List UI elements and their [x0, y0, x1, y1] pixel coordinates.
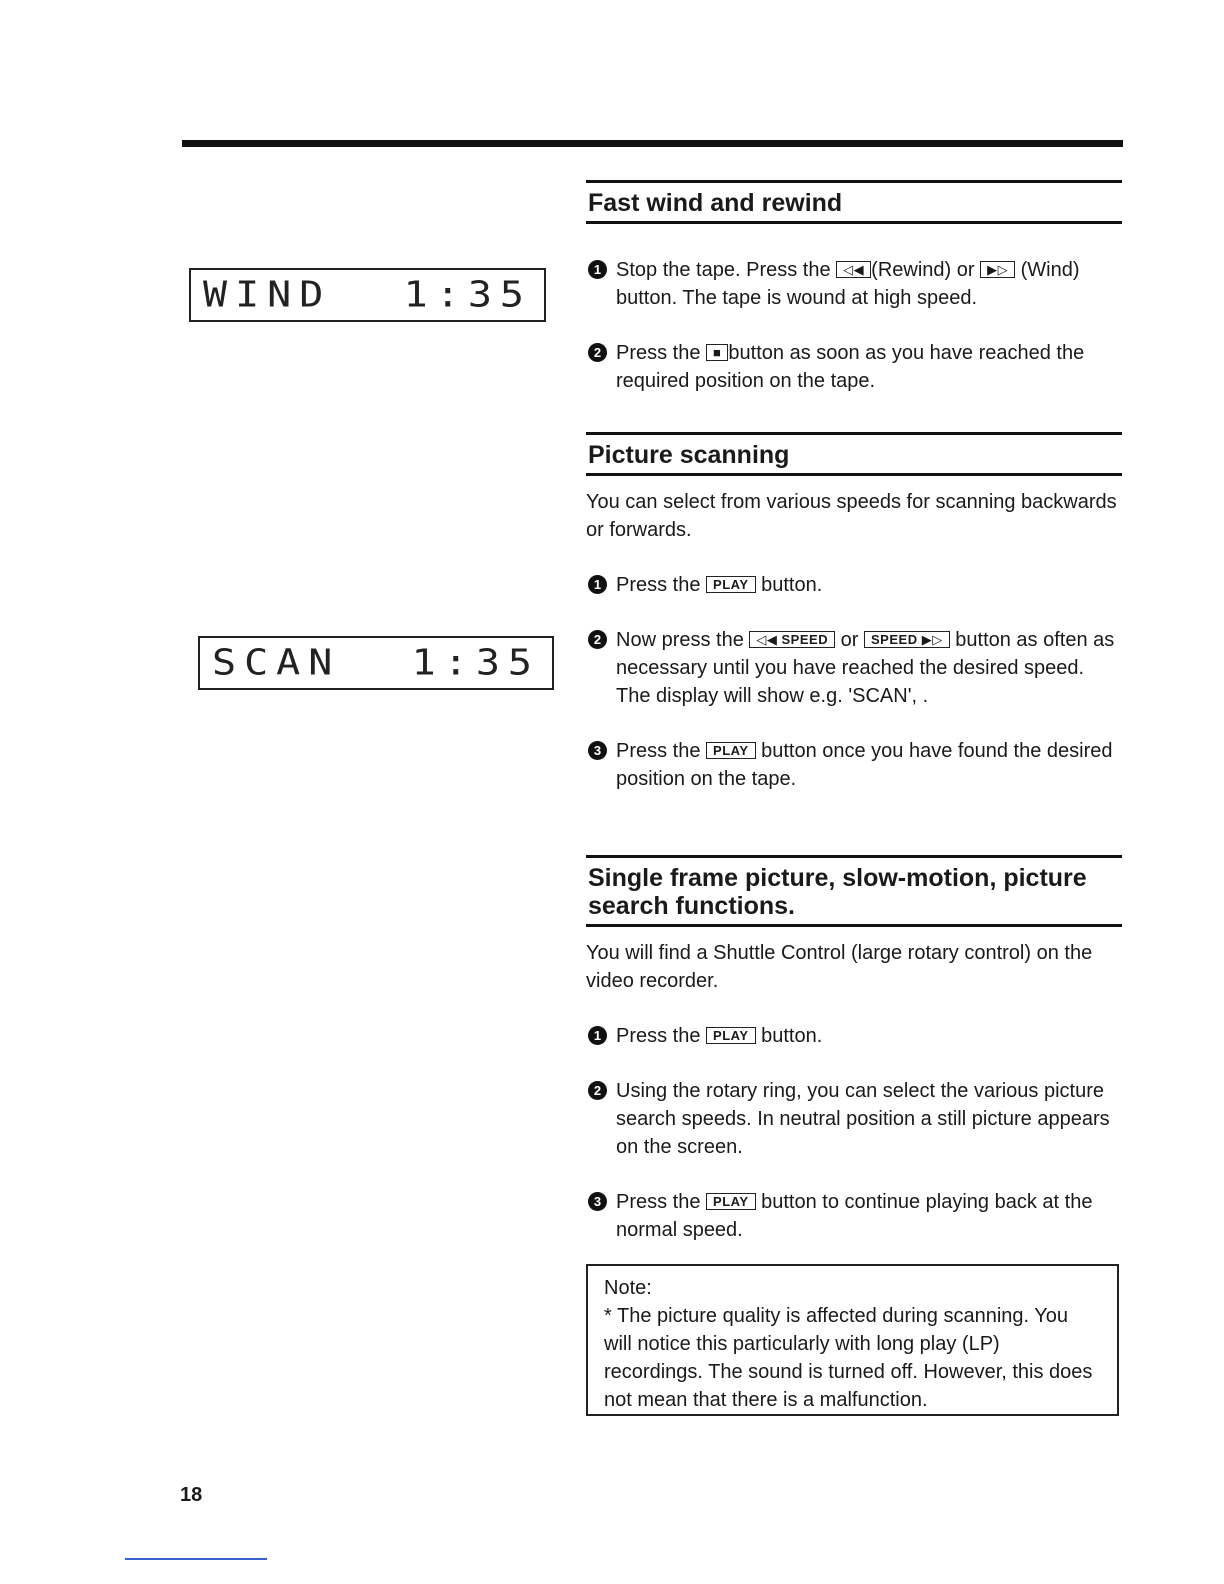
play-key: PLAY [706, 742, 755, 759]
speed-forward-key: SPEED ▶▷ [864, 631, 950, 648]
bottom-underline [125, 1558, 267, 1560]
step-text: (Wind) button. The tape is wound at high speed. [616, 259, 1080, 309]
step-number: 2 [588, 1081, 607, 1100]
step [586, 339, 1122, 395]
note-text: * The picture quality is affected during scanning. You will notice this particularly with long play (LP) recordings. The sound is turned off. However, this does not mean that there is a malfunction. [604, 1305, 1093, 1411]
step-text: Press the [616, 740, 701, 762]
display-wind [189, 268, 546, 322]
wind-key: ▶▷ [980, 261, 1015, 278]
step-number: 3 [588, 1192, 607, 1211]
step-text: Now press the [616, 629, 744, 651]
play-key: PLAY [706, 576, 755, 593]
step [586, 1022, 1122, 1050]
rewind-key: ◁◀ [836, 261, 871, 278]
step-text: or [840, 629, 859, 651]
section-title: Fast wind and rewind [586, 180, 1122, 224]
display-wind-counter: 1:35 [403, 274, 532, 316]
step-text: Press the [616, 574, 701, 596]
display-scan-counter: 1:35 [411, 642, 540, 684]
step-text: button. [761, 1025, 823, 1047]
step-number: 2 [588, 343, 607, 362]
display-wind-text: WIND [203, 274, 332, 316]
step-text: Using the rotary ring, you can select the various picture search speeds. In neutral position a still picture appears on the screen. [616, 1080, 1110, 1158]
step-text: Press the [616, 1191, 701, 1213]
section-picture-scanning [586, 432, 1122, 793]
display-scan [198, 636, 554, 690]
section-title: Single frame picture, slow-motion, picture search functions. [586, 855, 1122, 927]
intro-text: You will find a Shuttle Control (large rotary control) on the video recorder. [586, 942, 1093, 992]
step-text: button as often as necessary until you have reached the desired speed. [616, 629, 1115, 679]
play-key: PLAY [706, 1193, 755, 1210]
play-key: PLAY [706, 1027, 755, 1044]
step-text: Stop the tape. Press the [616, 259, 831, 281]
step-number: 2 [588, 630, 607, 649]
section-single-frame [586, 855, 1122, 1244]
step-text: button. [761, 574, 823, 596]
stop-key: ■ [706, 344, 728, 361]
step-number: 1 [588, 1026, 607, 1045]
step-text: (Rewind) or [871, 259, 975, 281]
step [586, 737, 1122, 793]
top-rule [182, 140, 1123, 147]
intro-text: You can select from various speeds for scanning backwards or forwards. [586, 491, 1117, 541]
step-number: 1 [588, 575, 607, 594]
step-text: Press the [616, 1025, 701, 1047]
step-text: button to continue playing back at the normal speed. [616, 1191, 1093, 1241]
note-box [586, 1264, 1119, 1416]
step-text: Press the [616, 342, 701, 364]
speed-back-key: ◁◀ SPEED [749, 631, 835, 648]
step [586, 1077, 1122, 1161]
display-scan-text: SCAN [212, 642, 341, 684]
step [586, 626, 1122, 710]
page-number: 18 [180, 1484, 203, 1506]
section-title: Picture scanning [586, 432, 1122, 476]
step-text: button once you have found the desired position on the tape. [616, 740, 1113, 790]
step-text: The display will show e.g. 'SCAN', . [616, 685, 929, 707]
section-fast-wind [586, 180, 1122, 395]
step [586, 256, 1122, 312]
step [586, 1188, 1122, 1244]
step [586, 571, 1122, 599]
note-label: Note: [604, 1277, 652, 1299]
step-number: 1 [588, 260, 607, 279]
step-text: button as soon as you have reached the required position on the tape. [616, 342, 1085, 392]
step-number: 3 [588, 741, 607, 760]
